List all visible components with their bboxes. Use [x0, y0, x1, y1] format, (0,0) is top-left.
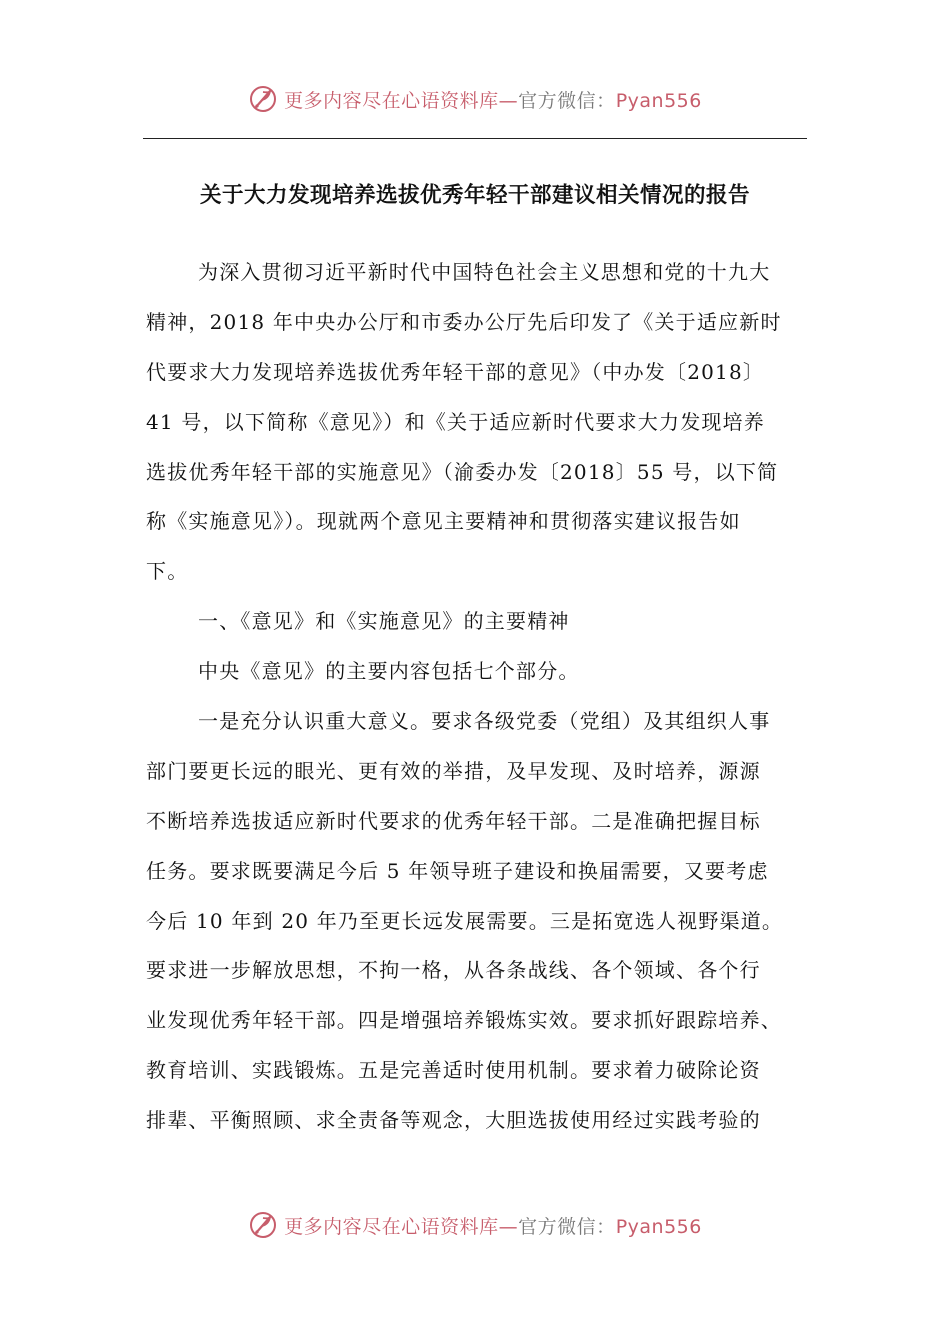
watermark-wechat-label: 官方微信： [518, 1215, 616, 1238]
text-line: 业发现优秀年轻干部。四是增强培养锻炼实效。要求抓好跟踪培养、 [146, 1008, 782, 1033]
text-line: 41 号，以下简称《意见》）和《关于适应新时代要求大力发现培养 [146, 409, 766, 434]
text-line: 一是充分认识重大意义。要求各级党委（党组）及其组织人事 [198, 709, 771, 734]
text-line: 任务。要求既要满足今后 5 年领导班子建设和换届需要，又要考虑 [146, 858, 769, 883]
text-line: 下。 [146, 559, 189, 584]
footer-watermark [0, 1210, 950, 1240]
document-title: 关于大力发现培养选拔优秀年轻干部建议相关情况的报告 [199, 183, 750, 208]
text-line: 精神，2018 年中央办公厅和市委办公厅先后印发了《关于适应新时 [146, 309, 782, 334]
watermark-dash: — [498, 89, 519, 112]
watermark-wechat-id: Pyan556 [615, 1215, 702, 1238]
quill-logo-icon [248, 84, 278, 114]
text-line: 代要求大力发现培养选拔优秀年轻干部的意见》（中办发〔2018〕 [146, 359, 765, 384]
text-line: 排辈、平衡照顾、求全责备等观念，大胆选拔使用经过实践考验的 [146, 1108, 761, 1133]
header-watermark [0, 84, 950, 114]
watermark-text [284, 1212, 702, 1239]
quill-logo-icon [248, 1210, 278, 1240]
text-line: 不断培养选拔适应新时代要求的优秀年轻干部。二是准确把握目标 [146, 808, 761, 833]
text-line: 今后 10 年到 20 年乃至更长远发展需要。三是拓宽选人视野渠道。 [146, 908, 784, 933]
text-line: 中央《意见》的主要内容包括七个部分。 [198, 659, 580, 684]
text-line: 要求进一步解放思想，不拘一格，从各条战线、各个领域、各个行 [146, 958, 761, 983]
watermark-wechat-id: Pyan556 [615, 89, 702, 112]
text-line: 部门要更长远的眼光、更有效的举措，及早发现、及时培养，源源 [146, 758, 761, 783]
text-line: 一、《意见》和《实施意见》的主要精神 [198, 609, 570, 634]
watermark-dash: — [498, 1215, 519, 1238]
text-line: 为深入贯彻习近平新时代中国特色社会主义思想和党的十九大 [198, 260, 771, 284]
document-body [146, 248, 800, 1146]
watermark-wechat-label: 官方微信： [518, 89, 616, 112]
watermark-main: 更多内容尽在心语资料库 [284, 1215, 499, 1238]
watermark-main: 更多内容尽在心语资料库 [284, 89, 499, 112]
text-line: 教育培训、实践锻炼。五是完善适时使用机制。要求着力破除论资 [146, 1058, 761, 1083]
text-line: 称《实施意见》）。现就两个意见主要精神和贯彻落实建议报告如 [146, 509, 741, 534]
text-line: 选拔优秀年轻干部的实施意见》（渝委办发〔2018〕55 号，以下简 [146, 459, 779, 484]
watermark-text [284, 86, 702, 113]
header-divider [143, 138, 807, 139]
